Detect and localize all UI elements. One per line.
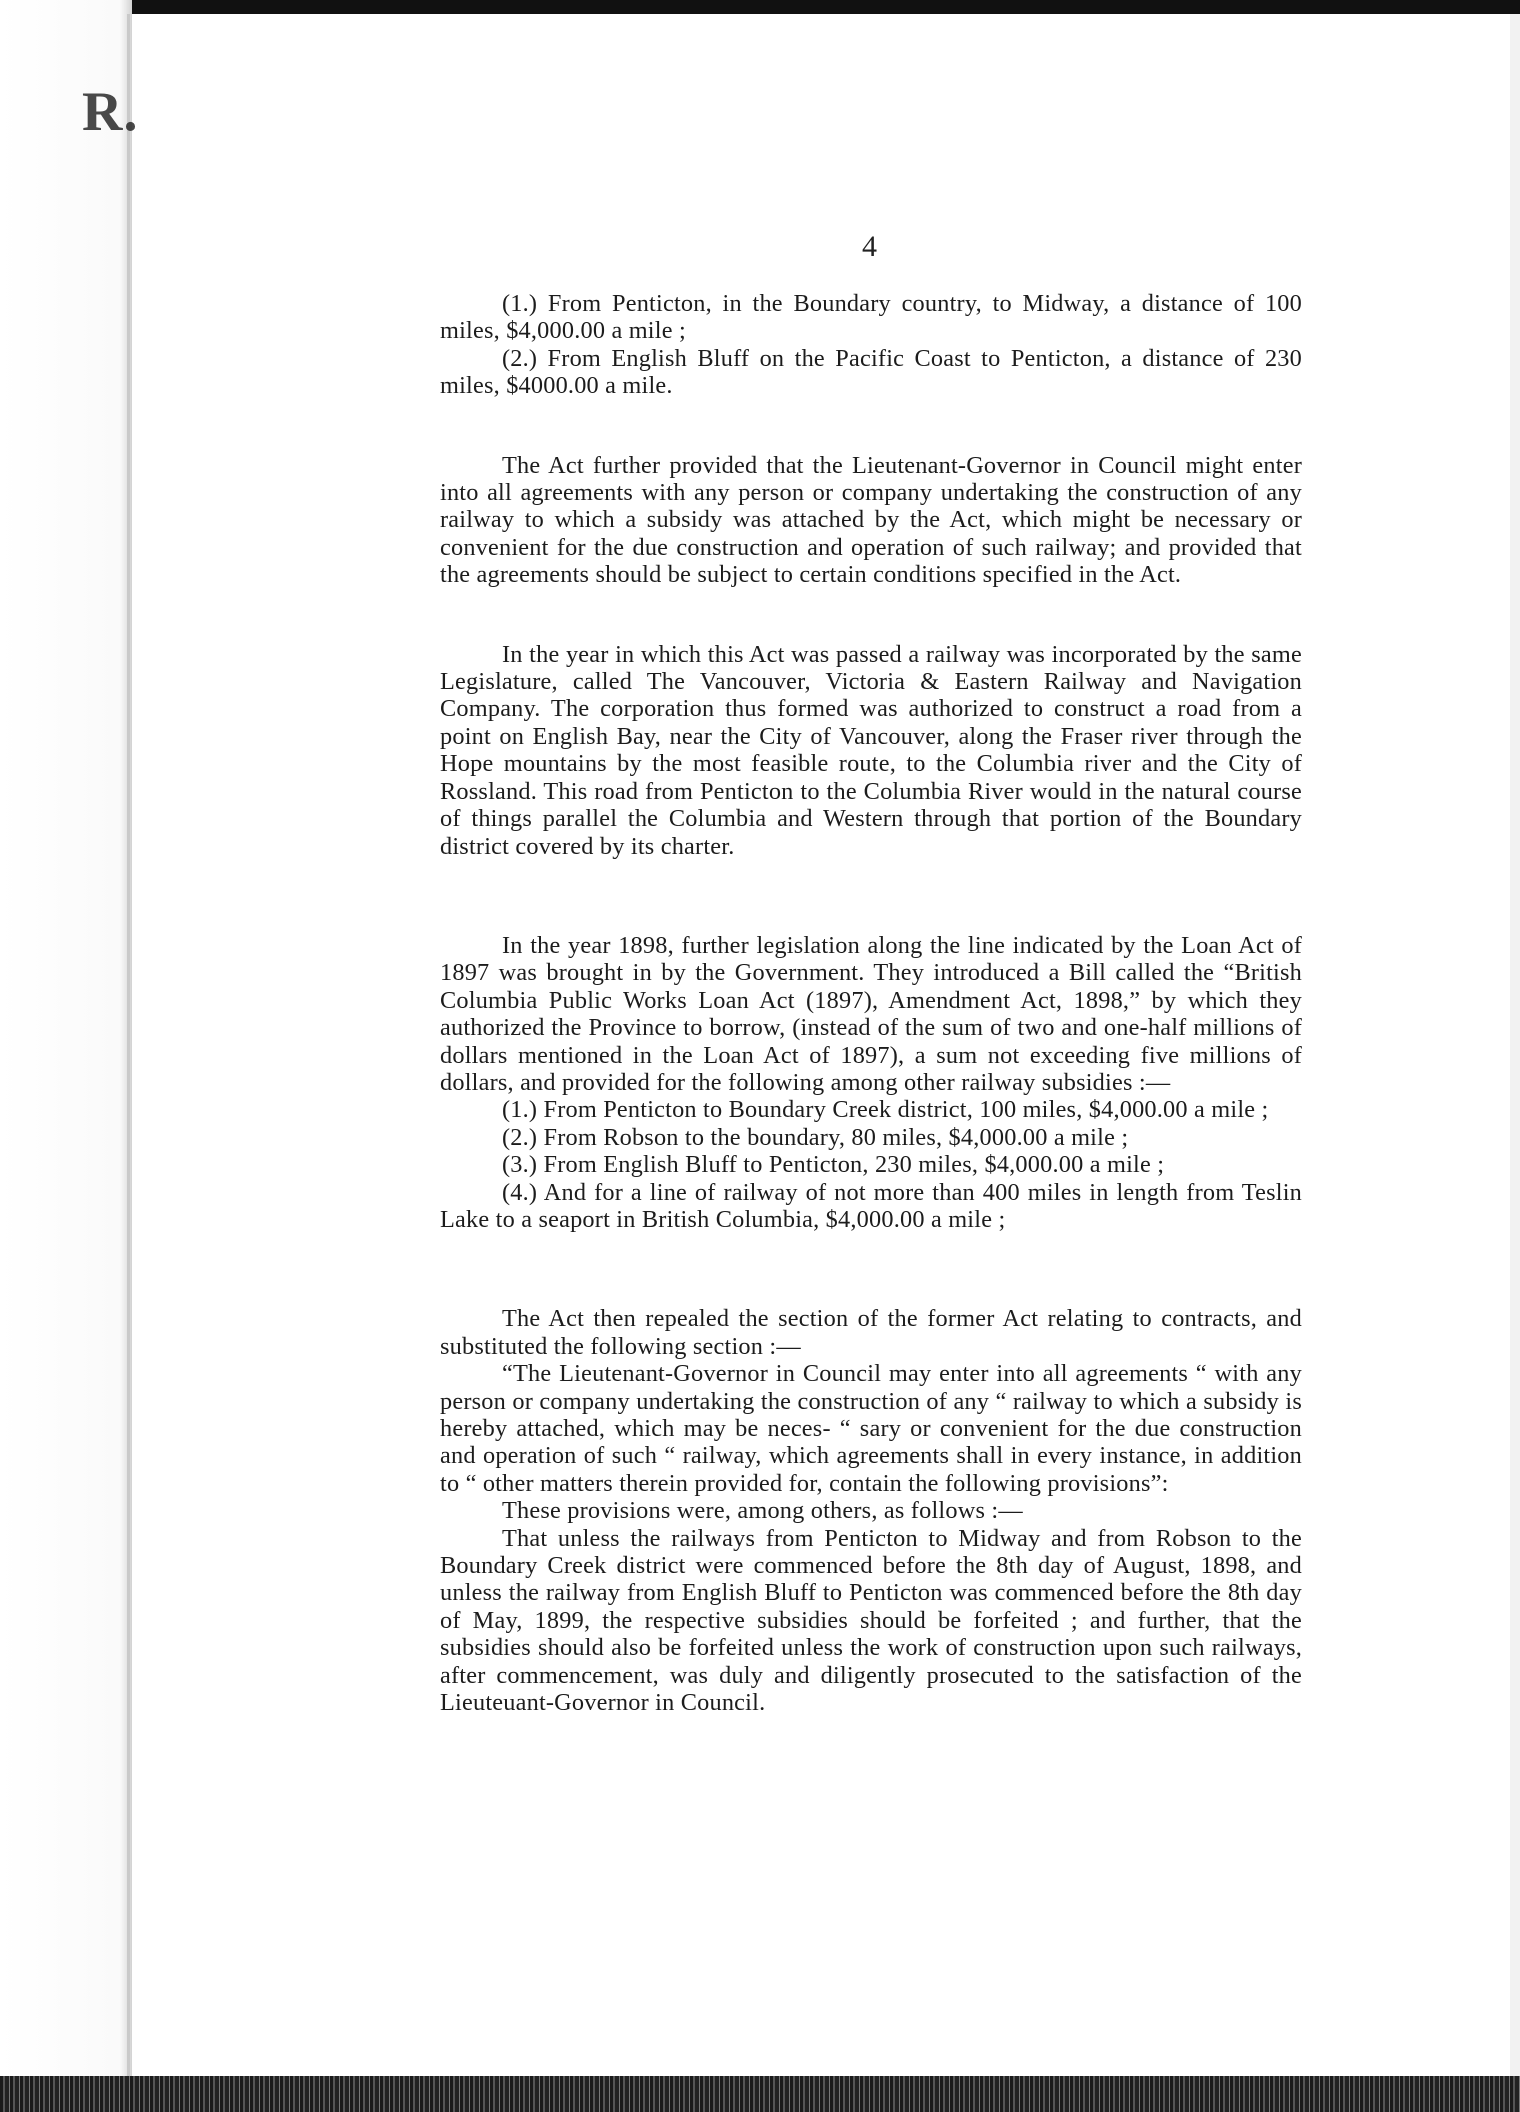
act-agreements [440, 452, 1302, 589]
scan-bottom-bar [0, 2076, 1520, 2112]
subsidy-list-1897 [440, 290, 1302, 400]
vv-and-e-incorporation [440, 641, 1302, 860]
paragraph: In the year 1898, further legislation along the line indicated by the Loan Act of 1897 was brought in by the Government. They introduced a Bill called the “British Columbia Public Works Loan Act (1897), Amendment Act, 1898,” by which they authorized the Province to borrow, (instead of the sum of two and one-half millions of dollars mentioned in the Loan Act of 1897), a sum not exceeding five millions of dollars, and provided for the following among other railway subsidies :— [440, 931, 1302, 1096]
subsidy-item-3: (3.) From English Bluff to Penticton, 230 miles, $4,000.00 a mile ; [502, 1151, 1165, 1179]
paragraph: That unless the railways from Penticton to Midway and from Robson to the Boundary Creek district were commenced before the 8th day of August, 1898, and unless the railway from English Bluff to Penticton was commenced before the 8th day of May, 1899, the respective subsidies should be forfeited ; and further, that the subsidies should also be forfeited unless the work of construction upon such railways, after commencement, was duly and diligently prosecuted to the satisfaction of the Lieuteuant-Governor in Council. [440, 1524, 1302, 1717]
paragraph-gap [440, 860, 1302, 932]
document-body [440, 290, 1302, 1716]
paragraph-gap [440, 400, 1302, 452]
paragraph-gap [440, 589, 1302, 641]
repealed-section [440, 1305, 1302, 1716]
subsidy-item-4: (4.) And for a line of railway of not more than 400 miles in length from Teslin Lake to a seaport in British Columbia, $4,000.00 a mile ; [440, 1178, 1302, 1233]
paragraph-gap [440, 1233, 1302, 1305]
subsidy-item-1: (1.) From Penticton to Boundary Creek district, 100 miles, $4,000.00 a mile ; [502, 1096, 1269, 1124]
paragraph: The Act then repealed the section of the former Act relating to contracts, and substituted the following section :— [440, 1305, 1302, 1360]
paragraph: These provisions were, among others, as follows :— [502, 1497, 1023, 1525]
paragraph: The Act further provided that the Lieutenant-Governor in Council might enter into all agreements with any person or company undertaking the construction of any railway to which a subsidy was attached by the Act, which might be necessary or convenient for the due construction and operation of such railway; and provided that the agreements should be subject to certain conditions specified in the Act. [440, 451, 1302, 589]
scan-right-edge [1510, 14, 1520, 2112]
scan-top-bar [0, 0, 1520, 14]
subsidy-item-1: (1.) From Penticton, in the Boundary country, to Midway, a distance of 100 miles, $4,000.00 a mile ; [440, 290, 1302, 345]
page-number: 4 [862, 230, 877, 263]
paragraph: In the year in which this Act was passed a railway was incorporated by the same Legislature, called The Vancouver, Victoria & Eastern Railway and Navigation Company. The corporation thus formed was authorized to construct a road from a point on English Bay, near the City of Vancouver, along the Fraser river through the Hope mountains by the most feasible route, to the Columbia river and the City of Rossland. This road from Penticton to the Columbia River would in the natural course of things parallel the Columbia and Western through that portion of the Boundary district covered by its charter. [440, 640, 1302, 860]
quoted-section: “The Lieutenant-Governor in Council may enter into all agreements “ with any person or company undertaking the construction of any “ railway to which a subsidy is hereby attached, which may be neces- “ sary or convenient for the due construction and operation of such “ railway, which agreements shall in every instance, in addition to “ other matters therein provided for, contain the following provisions”: [440, 1360, 1302, 1497]
loan-act-1898 [440, 932, 1302, 1233]
corner-mark: R. [82, 81, 139, 143]
scan-binding-line [127, 14, 130, 2079]
subsidy-item-2: (2.) From English Bluff on the Pacific Coast to Penticton, a distance of 230 miles, $4000.00 a mile. [440, 344, 1302, 400]
scan-left-edge [0, 0, 132, 2112]
subsidy-item-2: (2.) From Robson to the boundary, 80 miles, $4,000.00 a mile ; [502, 1123, 1129, 1151]
